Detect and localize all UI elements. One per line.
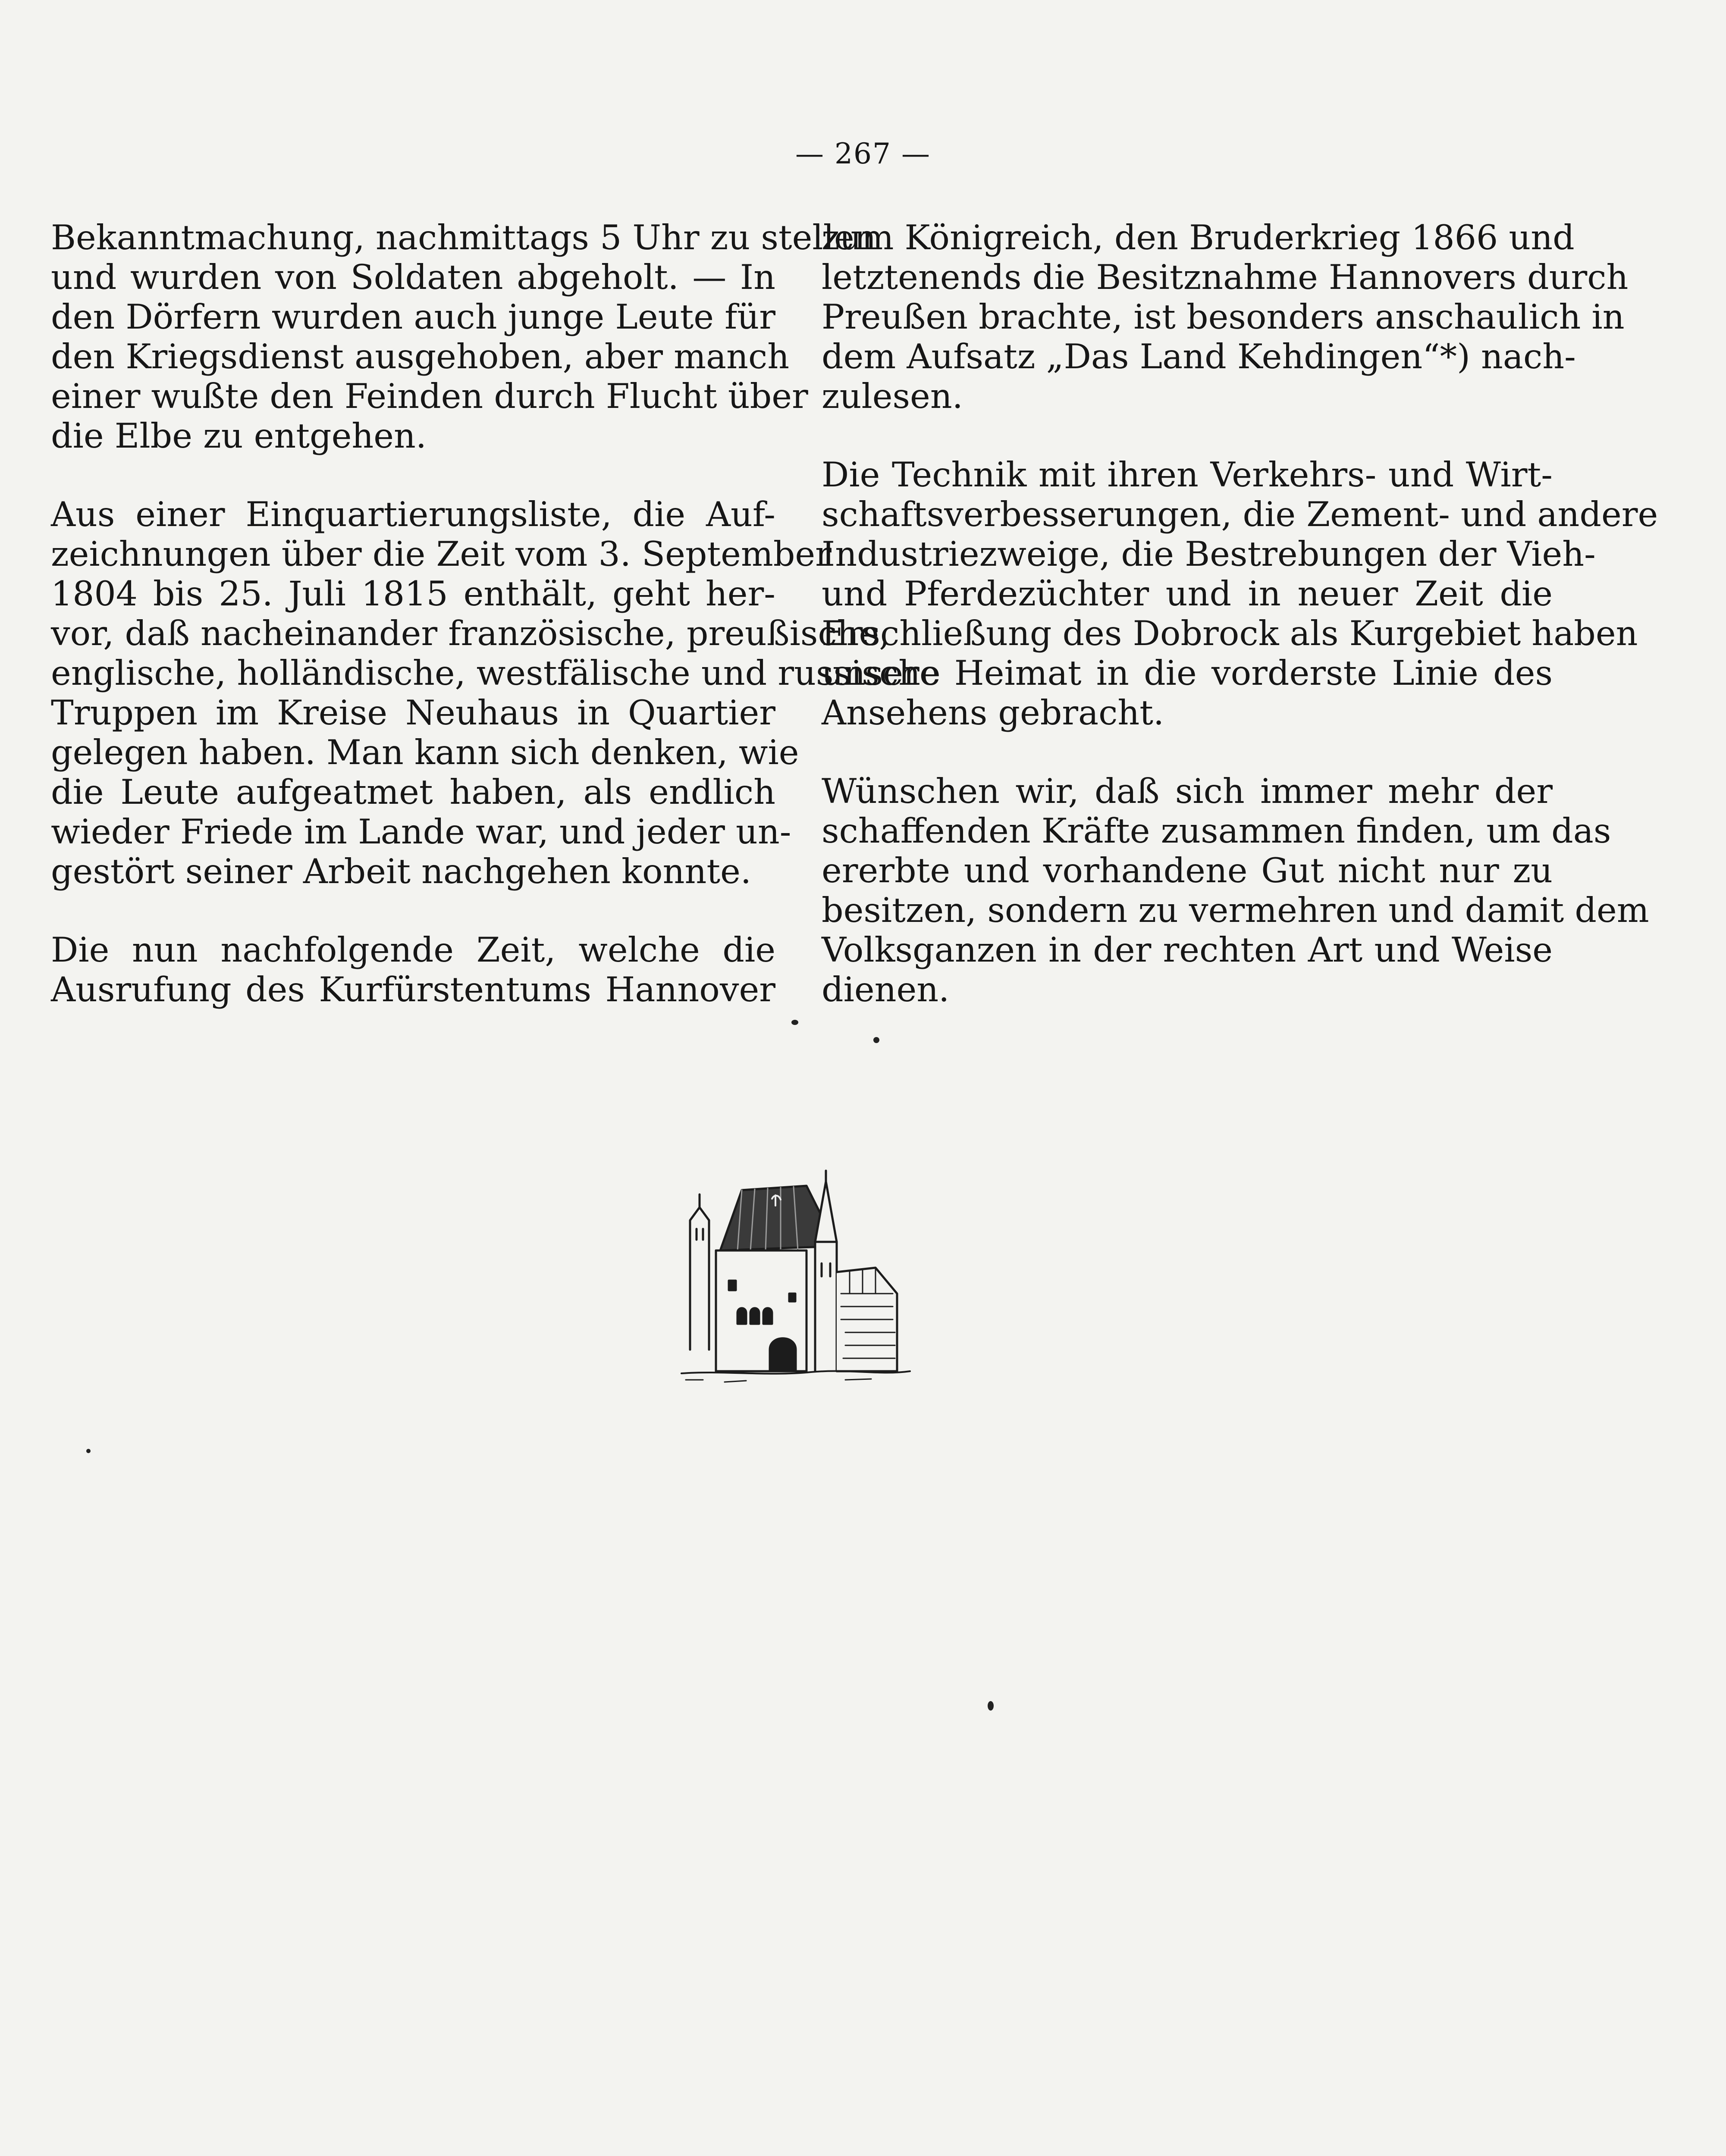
text-line: ererbte und vorhandene Gut nicht nur zu: [822, 851, 1553, 890]
paragraph: [822, 771, 1649, 1009]
text-line: Aus einer Einquartierungsliste, die Auf-: [51, 495, 775, 534]
text-line: dem Aufsatz „Das Land Kehdingen“*) nach-: [822, 337, 1576, 376]
text-line: letztenends die Besitznahme Hannovers durch: [822, 257, 1629, 297]
print-speck: [791, 1020, 798, 1025]
paragraph: [822, 218, 1629, 416]
text-line: Wünschen wir, daß sich immer mehr der: [822, 771, 1553, 811]
text-line: den Dörfern wurden auch junge Leute für: [51, 297, 775, 337]
print-speck: [988, 1701, 994, 1711]
text-line: 1804 bis 25. Juli 1815 enthält, geht her-: [51, 574, 775, 614]
text-line: und Pferdezüchter und in neuer Zeit die: [822, 574, 1553, 614]
text-line: Preußen brachte, ist besonders anschaulich in: [822, 297, 1625, 337]
text-line: gelegen haben. Man kann sich denken, wie: [51, 733, 799, 772]
text-line: Industriezweige, die Bestrebungen der Vieh-: [822, 534, 1596, 574]
text-line: Volksganzen in der rechten Art und Weise: [822, 930, 1553, 970]
text-line: Die Technik mit ihren Verkehrs- und Wirt-: [822, 455, 1553, 495]
text-line: unsere Heimat in die vorderste Linie des: [822, 653, 1553, 693]
text-line: zulesen.: [822, 376, 963, 416]
text-line: schaftsverbesserungen, die Zement- und andere: [822, 495, 1658, 534]
text-line: dienen.: [822, 970, 950, 1009]
castle-illustration: [673, 1164, 919, 1401]
paragraph: [51, 930, 775, 1009]
text-line: besitzen, sondern zu vermehren und damit dem: [822, 890, 1649, 930]
print-speck: [873, 1037, 879, 1043]
text-line: zum Königreich, den Bruderkrieg 1866 und: [822, 218, 1575, 257]
text-line: Bekanntmachung, nachmittags 5 Uhr zu stellen: [51, 218, 876, 257]
text-line: die Leute aufgeatmet haben, als endlich: [51, 772, 775, 812]
text-line: englische, holländische, westfälische und russische: [51, 653, 941, 693]
text-line: Ansehens gebracht.: [822, 693, 1164, 733]
text-line: zeichnungen über die Zeit vom 3. September: [51, 534, 832, 574]
text-line: die Elbe zu entgehen.: [51, 416, 427, 456]
text-line: Truppen im Kreise Neuhaus in Quartier: [51, 693, 775, 733]
text-line: einer wußte den Feinden durch Flucht über: [51, 376, 808, 416]
text-line: und wurden von Soldaten abgeholt. — In: [51, 257, 775, 297]
page-number: — 267 —: [795, 137, 931, 170]
paragraph: [51, 495, 941, 891]
text-line: Die nun nachfolgende Zeit, welche die: [51, 930, 775, 970]
text-line: wieder Friede im Lande war, und jeder un-: [51, 812, 791, 852]
print-speck: [86, 1449, 91, 1453]
text-line: gestört seiner Arbeit nachgehen konnte.: [51, 852, 751, 891]
text-line: schaffenden Kräfte zusammen finden, um das: [822, 811, 1611, 851]
text-line: Ausrufung des Kurfürstentums Hannover: [51, 970, 775, 1009]
text-line: den Kriegsdienst ausgehoben, aber manch: [51, 337, 790, 376]
right-column: [822, 218, 1658, 1009]
text-line: Erschließung des Dobrock als Kurgebiet haben: [822, 614, 1638, 653]
paragraph: [51, 218, 876, 456]
text-line: vor, daß nacheinander französische, preußische,: [51, 614, 890, 653]
paragraph: [822, 455, 1658, 733]
